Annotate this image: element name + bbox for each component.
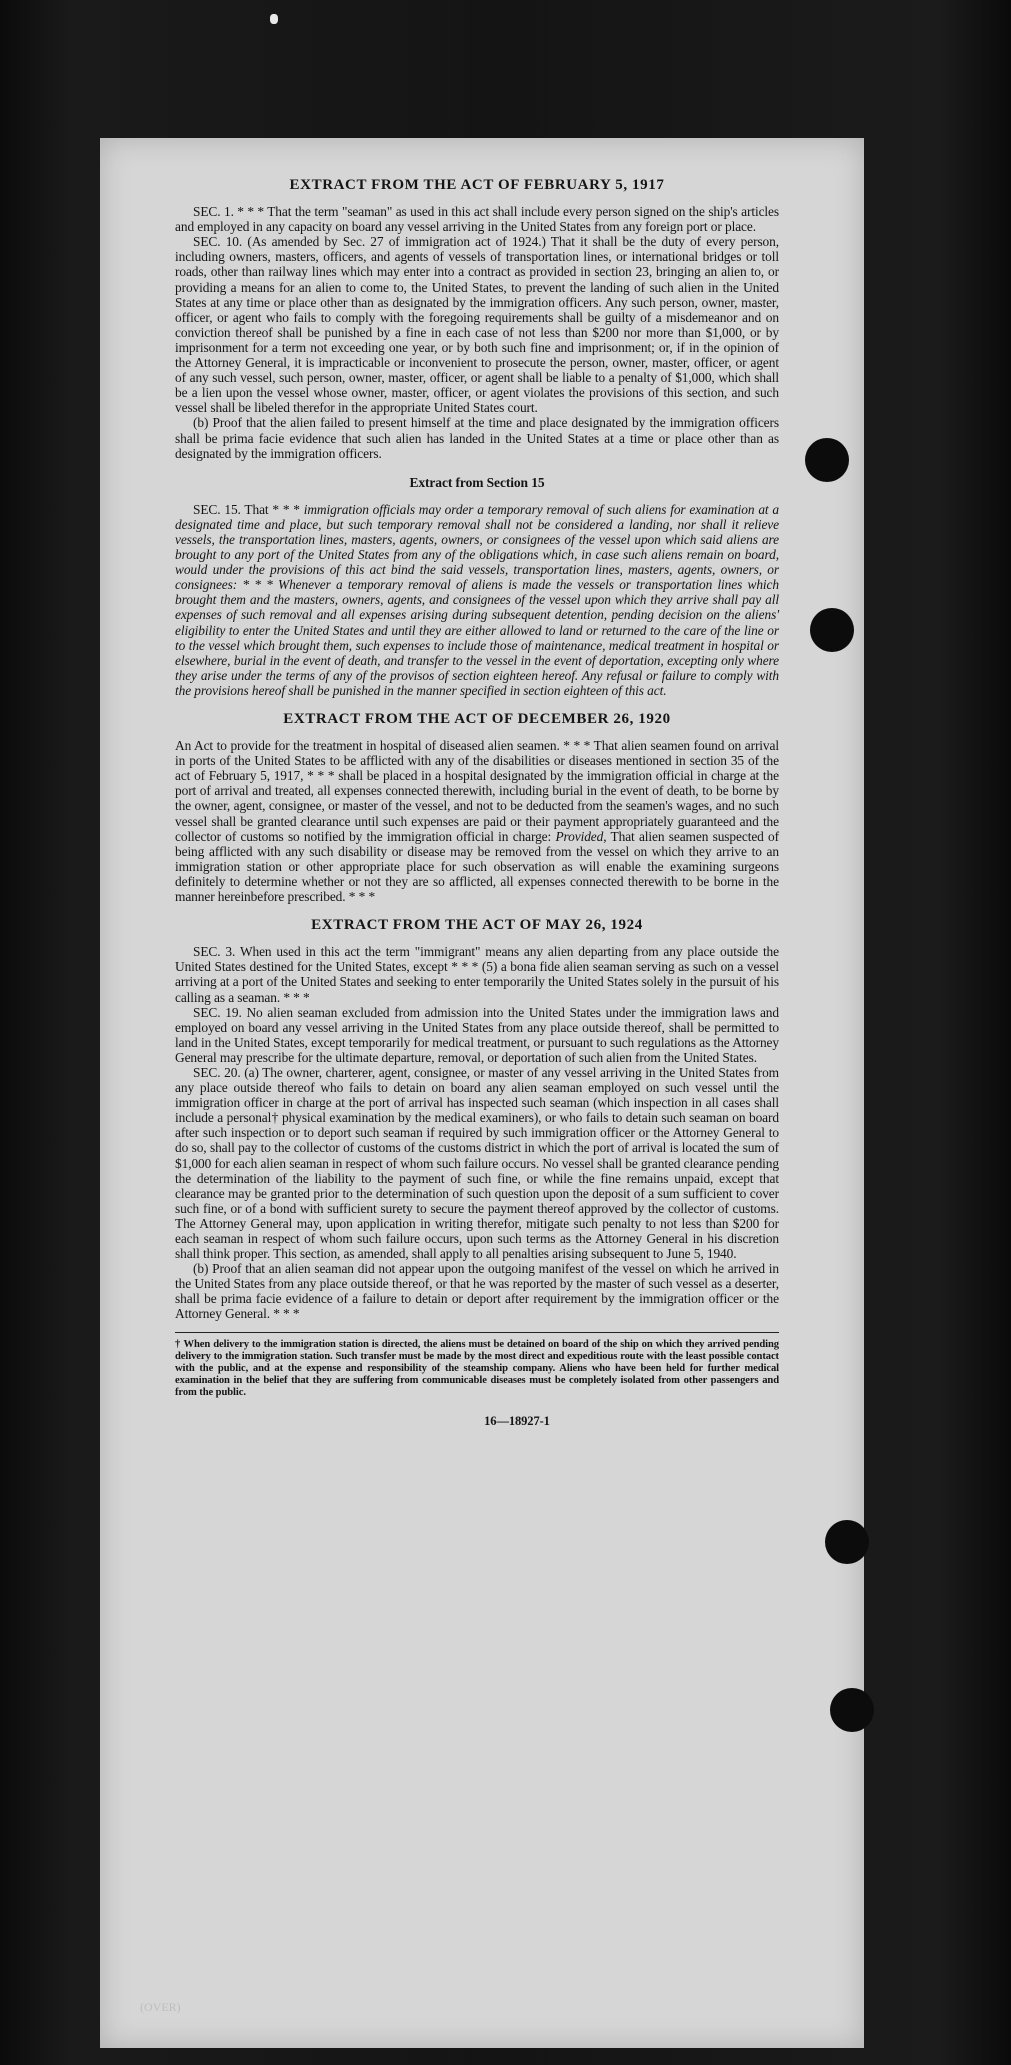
paragraph: (b) Proof that the alien failed to present himself at the time and place designated by the immigration officers shall be prima facie evidence that such alien has landed in the United States at a time or place other than as designated by the immigration officers. [175,415,779,461]
paragraph: SEC. 20. (a) The owner, charterer, agent, consignee, or master of any vessel arriving in the United States from any place outside thereof who fails to detain on board any alien seaman employed on such vessel until the immigration officer in charge at the port of arrival has inspected such seaman (which inspection in all cases shall include a personal† physical examination by the medical examiners), or who fails to detain such seaman on board after such inspection or to deport such seaman if required by such immigration officer or the Attorney General to do so, shall pay to the collector of customs of the customs district in which the port of arrival is located the sum of $1,000 for each alien seaman in respect of whom such failure occurs. No vessel shall be granted clearance pending the determination of the liability to the payment of such fine, or while the fine remains unpaid, except that clearance may be granted prior to the determination of such question upon the deposit of a sum sufficient to cover such fine, or of a bond with sufficient surety to secure the payment thereof approved by the collector of customs. The Attorney General may, upon application in writing therefor, mitigate such penalty to not less than $200 for each seaman in respect of whom such failure occurs, upon such terms as the Attorney General in his discretion shall think proper. This section, as amended, shall apply to all penalties arising subsequent to June 5, 1940. [175,1064,779,1262]
document-body [175,178,779,1429]
paragraph-italic: immigration officials may order a temporary removal of such aliens for examination at a designated time and place, but such temporary removal shall not be considered a landing, nor shall it relieve vessels, the transportation lines, masters, agents, owners, or consignees of the vessel upon which said aliens are brought to any port of the United States from any of the obligations which, in case such aliens remain on board, would under the provisions of this act bind the said vessels, transportation lines, masters, agents, owners, or consignees: * * * Whenever a temporary removal of aliens is made the vessels or transportation lines which brought them and the masters, owners, agents, and consignees of the vessel upon which they arrive shall pay all expenses of such removal and all expenses arising during subsequent detention, pending decision on the aliens' eligibility to enter the United States and until they are either allowed to land or returned to the care of the line or to the vessel which brought them, such expenses to include those of maintenance, medical treatment in hospital or elsewhere, burial in the event of death, and transfer to the vessel in the event of deportation, excepting only where they arise under the terms of any of the provisos of section eighteen hereof. Any refusal or failure to comply with the provisions hereof shall be punished in the manner specified in section eighteen of this act. [175,501,779,698]
document-number: 16—18927-1 [484,1413,550,1428]
punch-hole [805,438,849,482]
section-title: EXTRACT FROM THE ACT OF FEBRUARY 5, 1917 [289,177,665,193]
punch-hole [810,608,854,652]
punch-hole [830,1688,874,1732]
paragraph: (b) Proof that an alien seaman did not appear upon the outgoing manifest of the vessel on which he arrived in the United States from any place outside thereof, or that he was reported by the master of such vessel as a deserter, shall be prima facie evidence of a failure to detain or deport after requirement by the immigration officer or the Attorney General. * * * [175,1261,779,1322]
paragraph: SEC. 19. No alien seaman excluded from admission into the United States under the immigration laws and employed on board any vessel arriving in the United States from any place outside thereof, shall be permitted to land in the United States, except temporarily for medical treatment, or pursuant to such regulations as the Attorney General may prescribe for the ultimate departure, removal, or deportation of such alien from the United States. [175,1004,779,1065]
paragraph [175,738,779,904]
document-page [100,138,864,2048]
section-title: EXTRACT FROM THE ACT OF MAY 26, 1924 [311,917,643,934]
paragraph: SEC. 10. (As amended by Sec. 27 of immigration act of 1924.) That it shall be the duty of every person, including owners, masters, officers, and agents of vessels of transportation lines, or international bridges or toll roads, other than railway lines which may enter into a contract as provided in section 23, bringing an alien to, or providing a means for an alien to come to, the United States, to prevent the landing of such alien in the United States at any time or place other than as designated by the immigration officers. Any such person, owner, master, officer, or agent who fails to comply with the foregoing requirements shall be guilty of a misdemeanor and on conviction thereof shall be punished by a fine in each case of not less than $200 nor more than $1,000, or by imprisonment for a term not exceeding one year, or by both such fine and imprisonment; or, if in the opinion of the Attorney General, it is impracticable or inconvenient to prosecute the person, owner, master, officer, or agent of any such vessel, such person, owner, master, officer, or agent shall be liable to a penalty of $1,000, which shall be a lien upon the vessel whose owner, master, officer, or agent violates the provisions of this section, and such vessel shall be libeled therefor in the appropriate United States court. [175,234,779,416]
punch-hole [825,1520,869,1564]
section-title: Extract from Section 15 [409,474,545,490]
paragraph-lead: SEC. 15. That * * * [193,501,304,517]
paragraph: SEC. 3. When used in this act the term "immigrant" means any alien departing from any place outside the United States destined for the United States, except * * * (5) a bona fide alien seaman serving as such on a vessel arriving at a port of the United States and seeking to enter temporarily the United States solely in the pursuit of his calling as a seaman. * * * [175,944,779,1005]
paragraph-text: An Act to provide for the treatment in hospital of diseased alien seamen. * * * That alien seamen found on arrival in ports of the United States to be afflicted with any of the disabilities or diseases mentioned in section 35 of the act of February 5, 1917, * * * shall be placed in a hospital designated by the immigration official in charge at the port of arrival and treated, all expenses connected therewith, including burial in the event of death, to be borne by the owner, agent, consignee, or master of the vessel, and not to be deducted from the seamen's wages, and no such vessel shall be granted clearance until such expenses are paid or their payment appropriately guaranteed and the collector of customs so notified by the immigration official in charge: [175,738,779,844]
paragraph [175,502,779,698]
footnote: † When delivery to the immigration station is directed, the aliens must be detained on board of the ship on which they arrived pending delivery to the immigration station. Such transfer must be made by the most direct and expeditious route with the least possible contact with the public, and at the expense and responsibility of the steamship company. Aliens who have been held for further medical examination in the belief that they are suffering from communicable diseases must be completely isolated from other passengers and from the public. [175,1338,779,1399]
paragraph-text: That alien seamen suspected of being afflicted with any such disability or disease may be removed from the vessel on which they arrive to an immigration station or other appropriate place for such observation as will enable the examining surgeons definitely to determine whether or not they are so afflicted, all expenses connected therewith to be borne in the manner hereinbefore prescribed. * * * [175,828,779,905]
paragraph: SEC. 1. * * * That the term "seaman" as used in this act shall include every person signed on the ship's articles and employed in any capacity on board any vessel arriving in the United States from any foreign port or place. [175,204,779,235]
dust-speck [270,14,278,24]
section-title: EXTRACT FROM THE ACT OF DECEMBER 26, 1920 [283,711,671,727]
footnote-divider [175,1332,779,1333]
proviso-word: Provided, [555,828,607,844]
faint-over-mark: (OVER) [140,2000,181,2014]
